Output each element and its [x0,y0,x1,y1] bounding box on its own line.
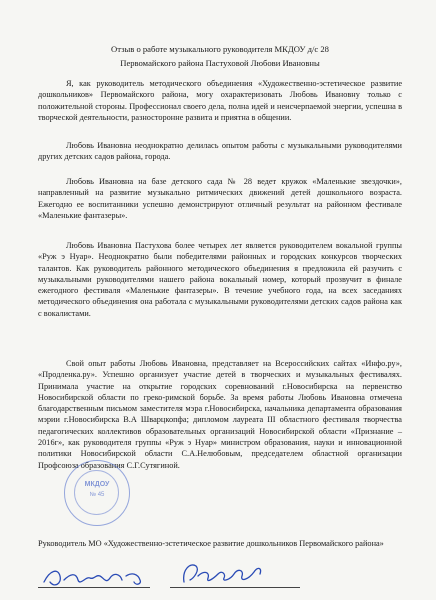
document-title-line-1: Отзыв о работе музыкального руководителя МКДОУ д/с 28 [111,44,329,54]
paragraph-intro: Я, как руководитель методического объединения «Художественно-эстетическое развитие дошкольников» Первомайского района, могу охарактеризовать Любовь Ивановну только с положительной стороны. Профессионал своего дела, полна идей и неисчерпаемой энергии, успешна в творческой деятельности, разносторонне развита и приятна в общении. [38,79,402,122]
closing-signature-block: Руководитель МО «Художественно-эстетическое развитие дошкольников Первомайского района» [38,539,384,548]
handwritten-name-signature [40,560,150,594]
paragraph-club: Любовь Ивановна на базе детского сада № 28 ведет кружок «Маленькие звездочки», направленный на развитие музыкально ритмических движений детей дошкольного возраста. Ежегодно ее воспитанники успешно демонстрируют отличный результат на районном фестивале «Маленькие фантазеры». [38,177,402,220]
handwritten-autograph [178,556,268,590]
document-title-line-2: Первомайского района Пастуховой Любови Ивановны [120,58,320,68]
paragraph-achievements: Свой опыт работы Любовь Ивановна, представляет на Всероссийских сайтах «Инфо.ру», «Продленка.ру». Успешно организует участие детей в творческих и музыкальных фестивалях. Принимала участие на открытие городских соревнований г.Новосибирска на первенство Новосибирской области по греко-римской борьбе. За время работы Любовь Ивановна отмечена благодарственным письмом заместителя мэра г.Новосибирска, начальника департамента образования мэрии г.Новосибирска В.А Шварцкопфа; дипломом лауреата III областного фестиваля творчества педагогических коллективов образовательных организаций Новосибирской области «Признание – 2016г», как руководителя группы «Руж э Нуар» министром образования, науки и инновационной политики Новосибирской области С.А.Нелюбовым, председателем областной организации Профсоюза образования С.Г.Сутягиной. [38,359,402,470]
paragraph-vocal-group: Любовь Ивановна Пастухова более четырех лет является руководителем вокальной группы «Руж э Нуар». Неоднократно были победителями районных и городских конкурсов творческих талантов. Как руководитель районного методического объединения я предложила ей разучить с музыкальными руководителями нашего района вокальный номер, который прозвучит в финале ежегодного фестиваля «Маленькие фантазеры». В течение учебного года, на всех заседаниях методического объединения она работала с музыкальными руководителями детских садов района как с вокалистами. [38,241,402,318]
paragraph-experience: Любовь Ивановна неоднократно делилась опытом работы с музыкальными руководителями других детских садов района, города. [38,141,402,162]
stamp-line-2: № 45 [89,492,105,498]
official-stamp [64,460,130,526]
stamp-line-1: МКДОУ [84,481,110,488]
